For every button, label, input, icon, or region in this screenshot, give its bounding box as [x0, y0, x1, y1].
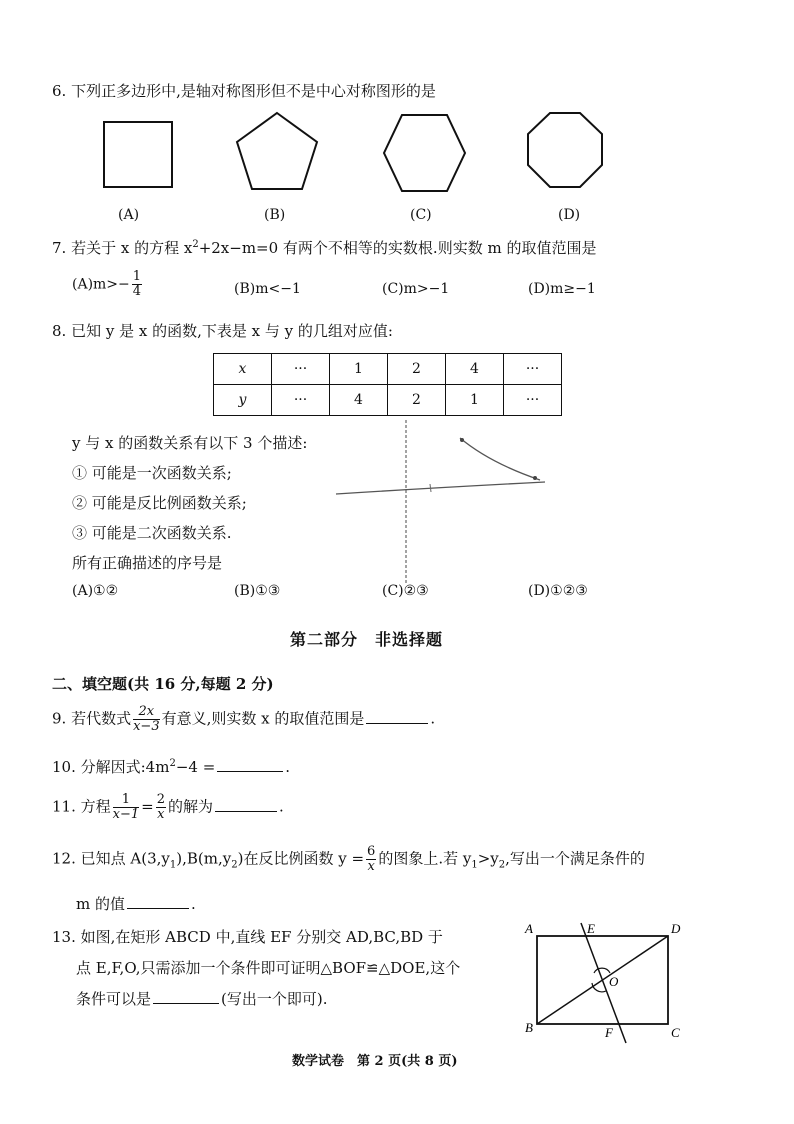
question-13-line3: 条件可以是 (写出一个即可).	[76, 990, 328, 1008]
table-cell: ···	[272, 385, 330, 416]
section-2-heading: 二、填空题(共 16 分,每题 2 分)	[52, 675, 274, 693]
q6-shapes	[80, 105, 640, 205]
q8-desc-intro: y 与 x 的函数关系有以下 3 个描述:	[72, 434, 308, 452]
q7-option-d: (D)m≥−1	[528, 281, 596, 297]
hexagon-icon	[384, 115, 465, 191]
q6-label-a: (A)	[118, 207, 140, 223]
q8-desc-2: ② 可能是反比例函数关系;	[72, 494, 247, 512]
question-12-line2: m 的值 .	[76, 895, 196, 913]
answer-blank[interactable]	[215, 811, 277, 812]
q8-option-d: (D)①②③	[528, 583, 588, 599]
q8-desc-1: ① 可能是一次函数关系;	[72, 464, 232, 482]
question-10: 10. 分解因式$:4m^2-4$ = .	[52, 758, 291, 776]
question-12-line1: 12. 已知点 $A(3,y_1),B(m,y_2)$在反比例函数 y = $\frac{6}{x}$ 的图象上.若 $y_1>y_2$,写出一个满足条件的	[52, 844, 645, 874]
q8-option-b: (B)①③	[234, 583, 281, 599]
label-a: A	[525, 921, 533, 936]
q7-option-a: (A)m>− $\frac{1}{4}$	[72, 269, 142, 299]
table-cell: ···	[272, 354, 330, 385]
q8-value-table	[213, 353, 562, 416]
part-2-title: 第二部分 非选择题	[290, 630, 444, 649]
table-cell: 2	[388, 385, 446, 416]
table-cell: x	[214, 354, 272, 385]
pentagon-icon	[237, 113, 317, 189]
table-row	[214, 354, 562, 385]
question-6-stem: 6. 下列正多边形中,是轴对称图形但不是中心对称图形的是	[52, 82, 436, 100]
q7-option-c: (C)m>−1	[382, 281, 450, 297]
table-cell: 4	[446, 354, 504, 385]
page-footer: 数学试卷 第 2 页(共 8 页)	[292, 1054, 458, 1069]
question-11: 11. 方程 $\frac{1}{x-1}$ = $\frac{2}{x}$ 的解为 .	[52, 792, 284, 822]
answer-blank[interactable]	[153, 1003, 219, 1004]
label-d: D	[671, 921, 681, 936]
q8-desc-3: ③ 可能是二次函数关系.	[72, 524, 232, 542]
q6-label-c: (C)	[410, 207, 432, 223]
question-9: 9. 若代数式 $\frac{2x}{x-3}$ 有意义,则实数 x 的取值范围是 .	[52, 704, 436, 734]
label-c: C	[671, 1025, 680, 1040]
q8-option-a: (A)①②	[72, 583, 119, 599]
label-o: O	[609, 974, 619, 989]
question-7-stem: 7. 若关于 x 的方程 $x^2+2x-m=0$ 有两个不相等的实数根.则实数 m 的取值范围是	[52, 239, 597, 257]
pencil-sketch	[330, 418, 560, 588]
table-cell: 1	[330, 354, 388, 385]
table-cell: 4	[330, 385, 388, 416]
q7-option-b: (B)m<−1	[234, 281, 301, 297]
q6-label-d: (D)	[558, 207, 581, 223]
q6-label-b: (B)	[264, 207, 286, 223]
q13-rectangle-figure	[515, 915, 690, 1055]
answer-blank[interactable]	[366, 723, 428, 724]
square-icon	[104, 122, 172, 187]
question-13-line1: 13. 如图,在矩形 ABCD 中,直线 EF 分别交 AD,BC,BD 于	[52, 928, 443, 946]
question-8-stem: 8. 已知 y 是 x 的函数,下表是 x 与 y 的几组对应值:	[52, 322, 393, 340]
table-cell: ···	[504, 354, 562, 385]
label-f: F	[605, 1025, 613, 1040]
label-e: E	[587, 921, 595, 936]
table-cell: 2	[388, 354, 446, 385]
q8-ask: 所有正确描述的序号是	[72, 554, 223, 572]
table-row	[214, 385, 562, 416]
table-cell: ···	[504, 385, 562, 416]
label-b: B	[525, 1020, 533, 1035]
table-cell: 1	[446, 385, 504, 416]
answer-blank[interactable]	[217, 771, 283, 772]
question-13-line2: 点 E,F,O,只需添加一个条件即可证明△BOF≌△DOE,这个	[76, 959, 461, 977]
answer-blank[interactable]	[127, 908, 189, 909]
q8-option-c: (C)②③	[382, 583, 429, 599]
octagon-icon	[528, 113, 602, 187]
table-cell: y	[214, 385, 272, 416]
